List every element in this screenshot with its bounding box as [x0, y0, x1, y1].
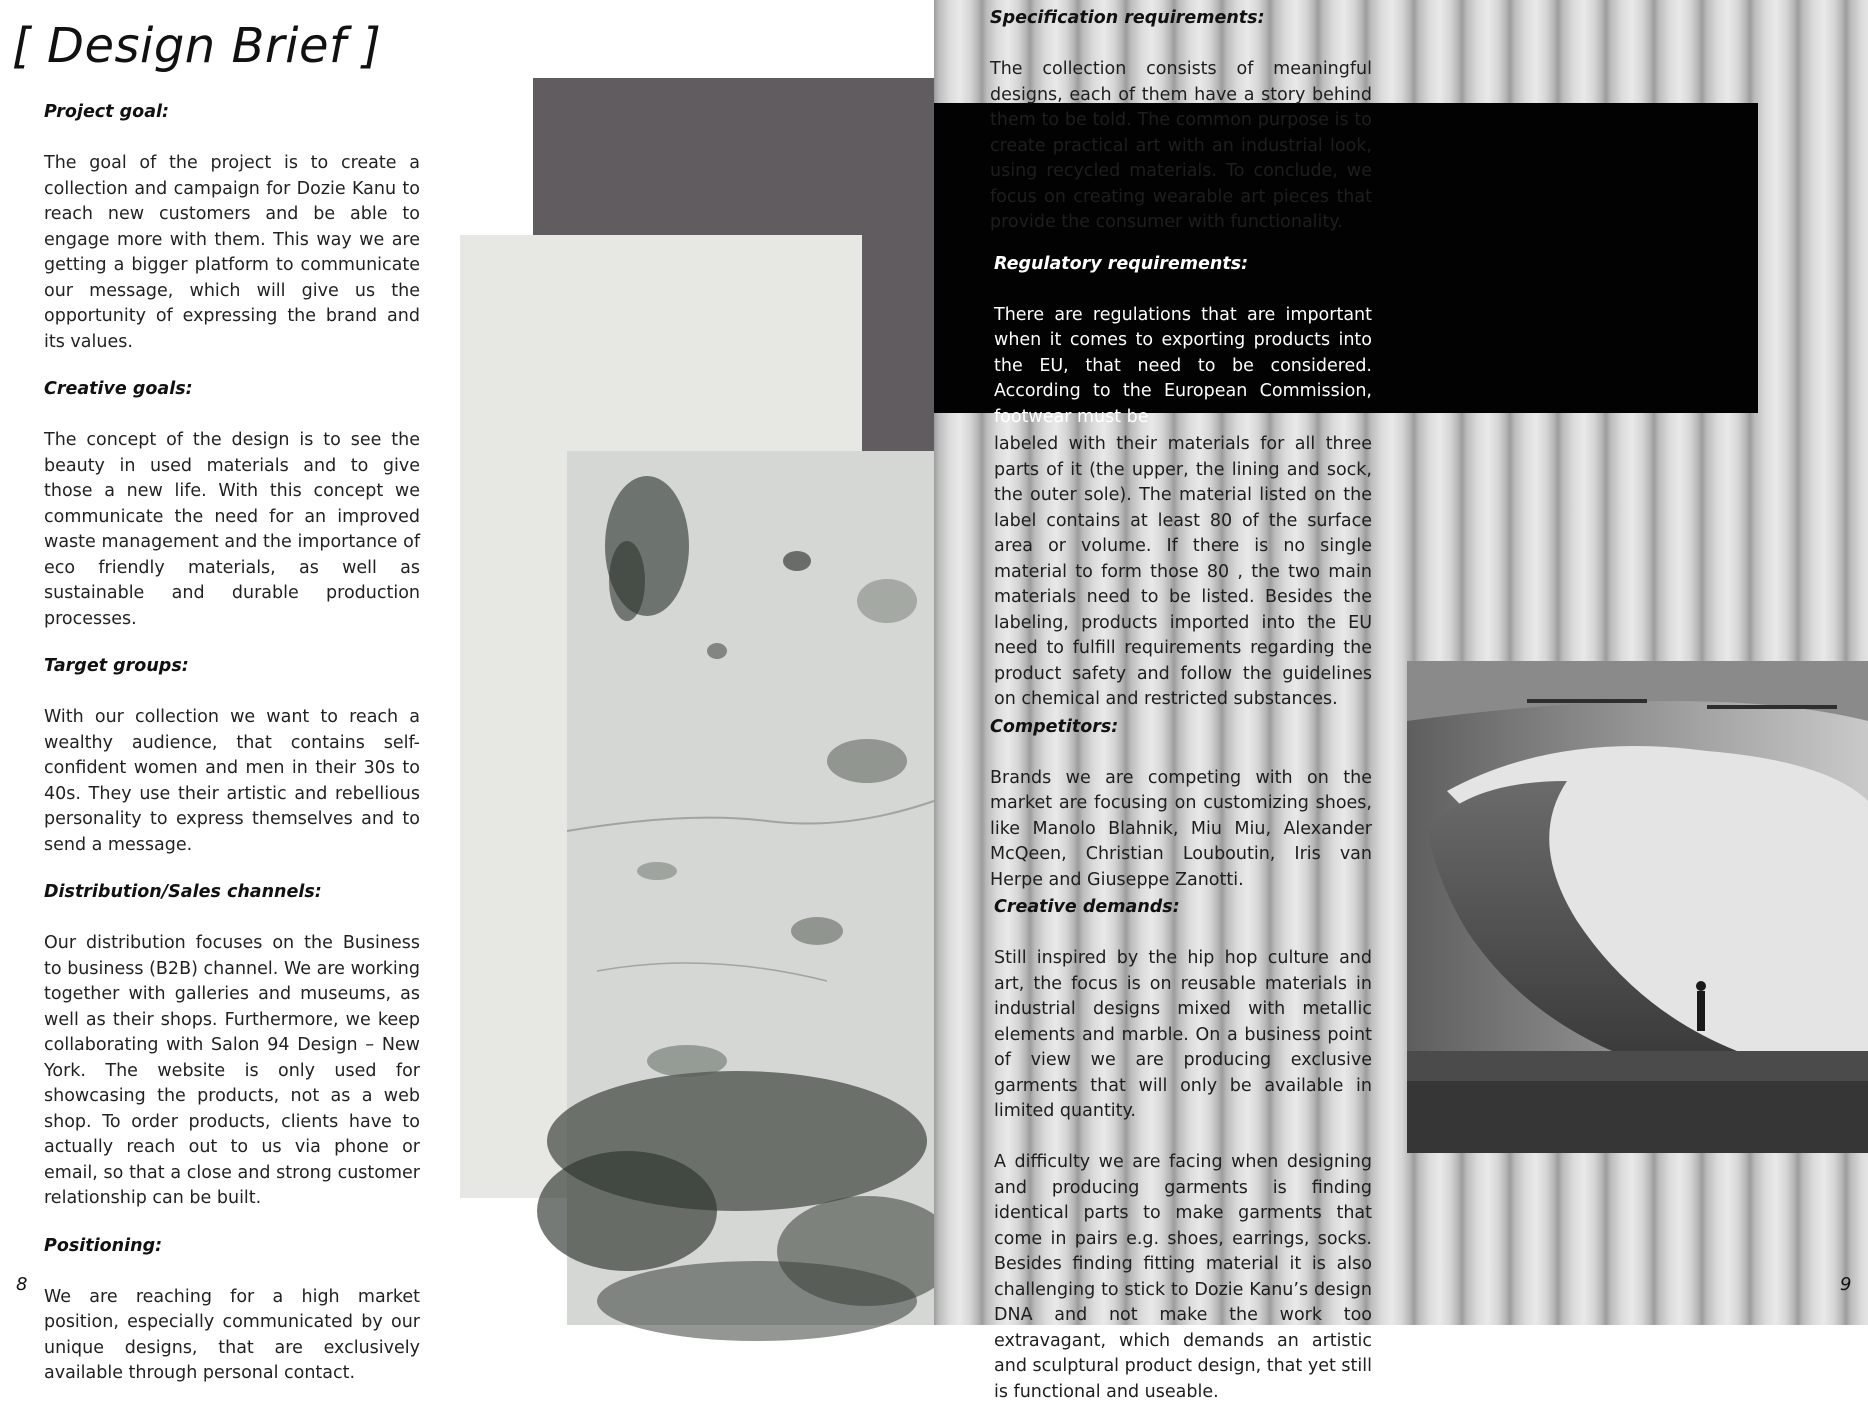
- left-page: [0, 0, 934, 1383]
- page-number: 8: [16, 1274, 28, 1295]
- section-body: [990, 57, 1372, 236]
- section-heading: Target groups:: [44, 656, 189, 676]
- section-heading: Creative demands:: [994, 897, 1180, 917]
- section-body: A difficulty we are facing when designing and producing garments is finding identical parts to make garments that come in pairs e.g. shoes, earrings, socks. Besides finding fitting material it is also challenging to stick to Dozie Kanu’s design DNA and not make the work too extravagant, which demands an artistic and sculptural product design, that yet still is functional and useable.: [994, 1152, 1372, 1402]
- page-number: 9: [1840, 1274, 1852, 1295]
- section-body: With our collection we want to reach a wealthy audience, that contains self-confident women and men in their 30s to 40s. They use their artistic and rebellious personality to express themselves and to send a message.: [44, 707, 420, 855]
- section-heading: Specification requirements:: [990, 8, 1265, 28]
- section-body: The concept of the design is to see the beauty in used materials and to give those a new life. With this concept we communicate the need for an improved waste management and the importance of eco friendly materials, as well as sustainable and durable production processes.: [44, 430, 420, 629]
- section-body: Brands we are competing with on the market are focusing on customizing shoes, like Manolo Blahnik, Miu Miu, Alexander McQeen, Christian Louboutin, Iris van Herpe and Giuseppe Zanotti.: [990, 767, 1372, 890]
- concrete-texture-image: [567, 451, 934, 1325]
- section-distribution: [44, 880, 420, 1212]
- section-target-groups: [44, 654, 420, 858]
- page-title: [ Design Brief ]: [12, 18, 382, 74]
- section-body: Our distribution focuses on the Business to business (B2B) channel. We are working together with galleries and museums, as well as their shops. Furthermore, we keep collaborating with Salon 94 Design – New York. The website is only used for showcasing the products, not as a web shop. To order products, clients have to actually reach out to us via phone or email, so that a close and strong customer relationship can be built.: [44, 933, 420, 1208]
- section-regulatory-continued: [990, 432, 1372, 713]
- section-positioning: [44, 1234, 420, 1387]
- section-heading: Competitors:: [990, 716, 1119, 737]
- section-body: We are reaching for a high market position, especially communicated by our unique designs, that are exclusively available through personal contact.: [44, 1286, 420, 1383]
- right-text-column: [990, 6, 1372, 1407]
- section-body: labeled with their materials for all three parts of it (the upper, the lining and sock, the outer sole). The material listed on the label contains at least 80 of the surface area or volume. If there is no single material to form those 80 , the two main materials need to be listed. Besides the labeling, products imported into the EU need to fulfill requirements regarding the product safety and follow the guidelines on chemical and restricted substances.: [994, 434, 1372, 709]
- section-heading: Distribution/Sales channels:: [44, 882, 322, 902]
- section-body-on-dark: There are regulations that are important when it comes to exporting products into the EU, that need to be considered. According to the European Commission, footwear must be: [994, 304, 1372, 427]
- section-body: Still inspired by the hip hop culture and art, the focus is on reusable materials in industrial designs mixed with metallic elements and marble. On a business point of view we are producing exclusive garments that will only be available in limited quantity.: [994, 948, 1372, 1121]
- section-project-goal: [44, 100, 420, 355]
- section-body-text: The collection consists of meaningful designs, each of them have a story behind them to be told. The common purpose is to create practical art with an industrial look, using recycled materials. To conclude, we focus on creating wearable art pieces that provide the consumer with functionality.: [990, 59, 1372, 232]
- section-heading: Project goal:: [44, 102, 169, 122]
- section-competitors: [990, 715, 1372, 894]
- right-page: [934, 0, 1868, 1402]
- section-heading: Creative goals:: [44, 379, 193, 399]
- section-body: The goal of the project is to create a collection and campaign for Dozie Kanu to reach new customers and be able to engage more with them. This way we are getting a bigger platform to communicate our message, which will give us the opportunity of expressing the brand and its values.: [44, 153, 420, 352]
- section-specification: [990, 6, 1372, 236]
- section-heading: Regulatory requirements:: [994, 253, 1249, 274]
- section-heading: Positioning:: [44, 1235, 163, 1256]
- section-creative-goals: [44, 377, 420, 632]
- section-creative-demands: [990, 895, 1372, 1405]
- left-text-column: [44, 100, 420, 1409]
- section-regulatory: [990, 252, 1372, 431]
- architecture-photo: [1407, 661, 1868, 1153]
